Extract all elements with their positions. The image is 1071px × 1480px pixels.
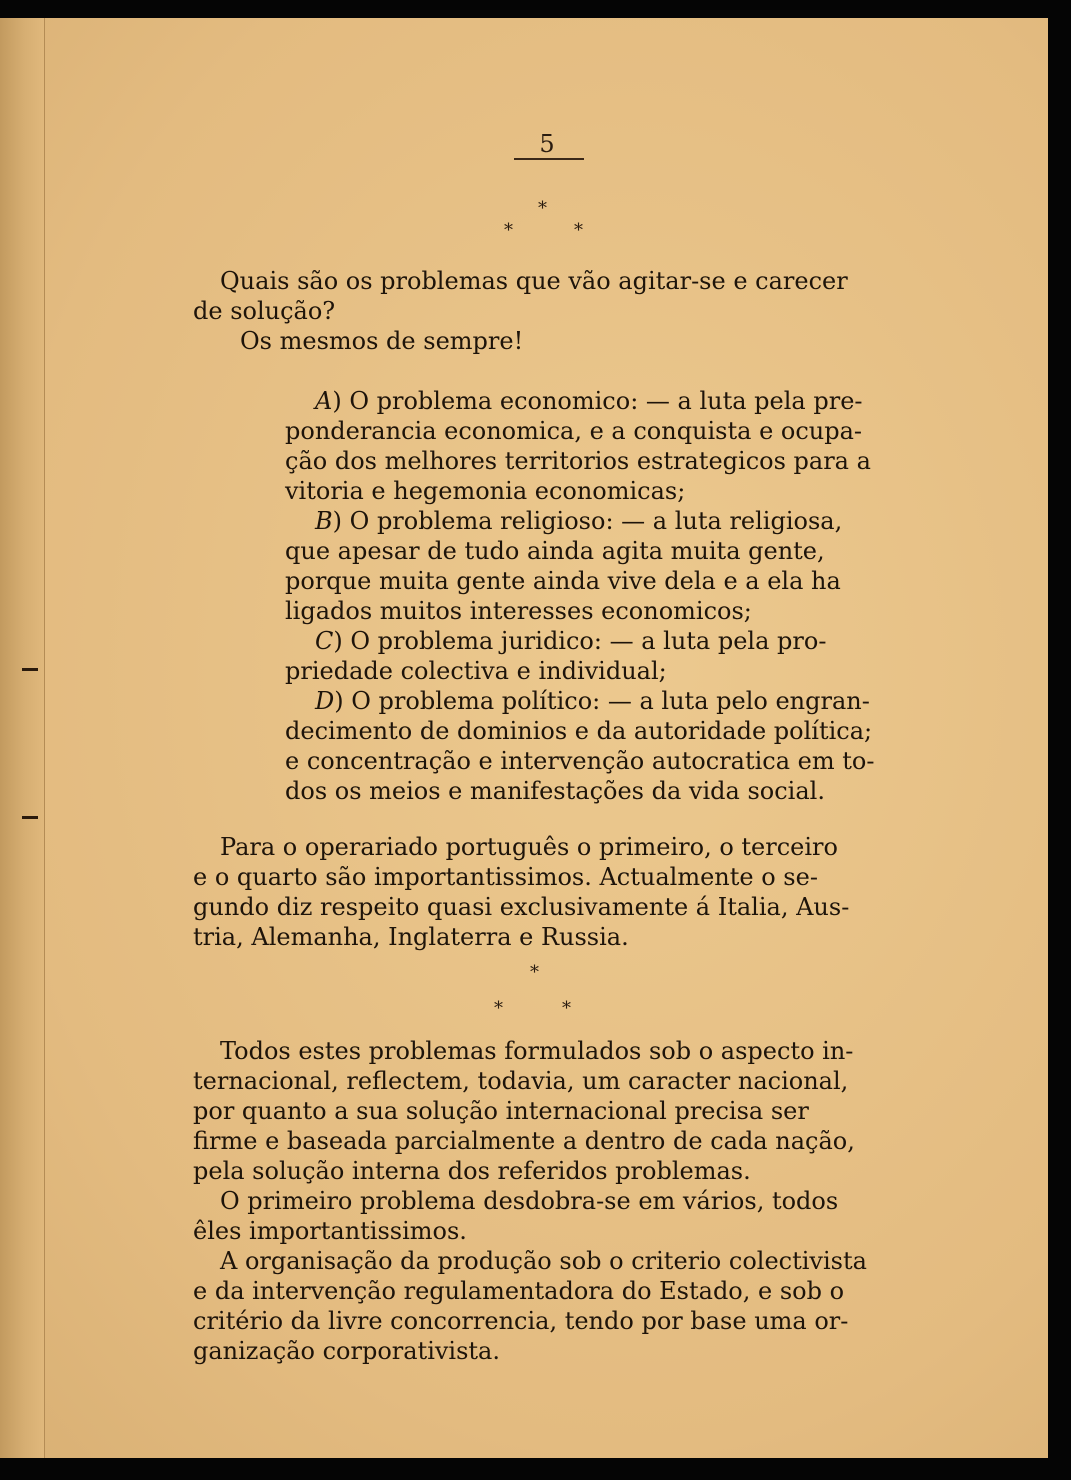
paragraph-line: Para o operariado português o primeiro, o terceiro (220, 833, 838, 861)
paragraph-line: Os mesmos de sempre! (240, 327, 524, 355)
paragraph-line: Todos estes problemas formulados sob o aspecto in- (220, 1037, 854, 1065)
paragraph-line: ternacional, reflectem, todavia, um caracter nacional, (193, 1067, 849, 1095)
item-a-line: ponderancia economica, e a conquista e ocupa- (285, 417, 863, 445)
paragraph-line: firme e baseada parcialmente a dentro de cada nação, (193, 1127, 855, 1155)
item-letter: C (315, 627, 334, 655)
paragraph-line: critério da livre concorrencia, tendo por base uma or- (193, 1307, 849, 1335)
item-d-line: dos os meios e manifestações da vida social. (285, 777, 825, 805)
item-a-line: vitoria e hegemonia economicas; (285, 477, 686, 505)
item-b-line: que apesar de tudo ainda agita muita gente, (285, 537, 825, 565)
section-divider-asterism (470, 962, 590, 1019)
item-b-line: porque muita gente ainda vive dela e a ela ha (285, 567, 841, 595)
paragraph-line: de solução? (193, 297, 336, 325)
page-number: 5 (539, 130, 555, 158)
item-d-line: e concentração e intervenção autocratica em to- (285, 747, 875, 775)
item-d-line: D) O problema político: — a luta pelo engran- (315, 687, 870, 715)
asterisk: * (574, 220, 583, 241)
paragraph-line: gundo diz respeito quasi exclusivamente á Italia, Aus- (193, 893, 850, 921)
paragraph-line: ganização corporativista. (193, 1337, 500, 1365)
item-letter: A (315, 387, 333, 415)
paragraph-line: êles importantissimos. (193, 1217, 467, 1245)
item-letter: D (315, 687, 335, 715)
asterisk: * (538, 198, 547, 219)
book-page (0, 18, 1048, 1458)
paragraph-line: O primeiro problema desdobra-se em vários, todos (220, 1187, 839, 1215)
item-d-line: decimento de dominios e da autoridade política; (285, 717, 873, 745)
paragraph-line: e da intervenção regulamentadora do Estado, e sob o (193, 1277, 845, 1305)
paragraph-line: e o quarto são importantissimos. Actualmente o se- (193, 863, 818, 891)
paragraph-line: Quais são os problemas que vão agitar-se e carecer (220, 267, 848, 295)
item-c-line: C) O problema juridico: — a luta pela pro- (315, 627, 827, 655)
item-a-line: A) O problema economico: — a luta pela pre- (315, 387, 863, 415)
paragraph-line: tria, Alemanha, Inglaterra e Russia. (193, 923, 629, 951)
asterisk: * (494, 998, 503, 1019)
item-b-line: B) O problema religioso: — a luta religiosa, (315, 507, 843, 535)
item-letter: B (315, 507, 333, 535)
page-number-rule (514, 158, 584, 160)
binding-thread-mark (22, 668, 38, 671)
asterisk: * (530, 962, 539, 983)
item-b-line: ligados muitos interesses economicos; (285, 597, 752, 625)
paragraph-line: A organisação da produção sob o criterio colectivista (220, 1247, 867, 1275)
asterisk: * (562, 998, 571, 1019)
page-binding (0, 18, 45, 1458)
item-a-line: ção dos melhores territorios estrategicos para a (285, 447, 871, 475)
section-divider-asterism (490, 198, 610, 248)
paragraph-line: por quanto a sua solução internacional precisa ser (193, 1097, 809, 1125)
binding-thread-mark (22, 816, 38, 819)
asterisk: * (504, 220, 513, 241)
paragraph-line: pela solução interna dos referidos problemas. (193, 1157, 751, 1185)
item-c-line: priedade colectiva e individual; (285, 657, 667, 685)
